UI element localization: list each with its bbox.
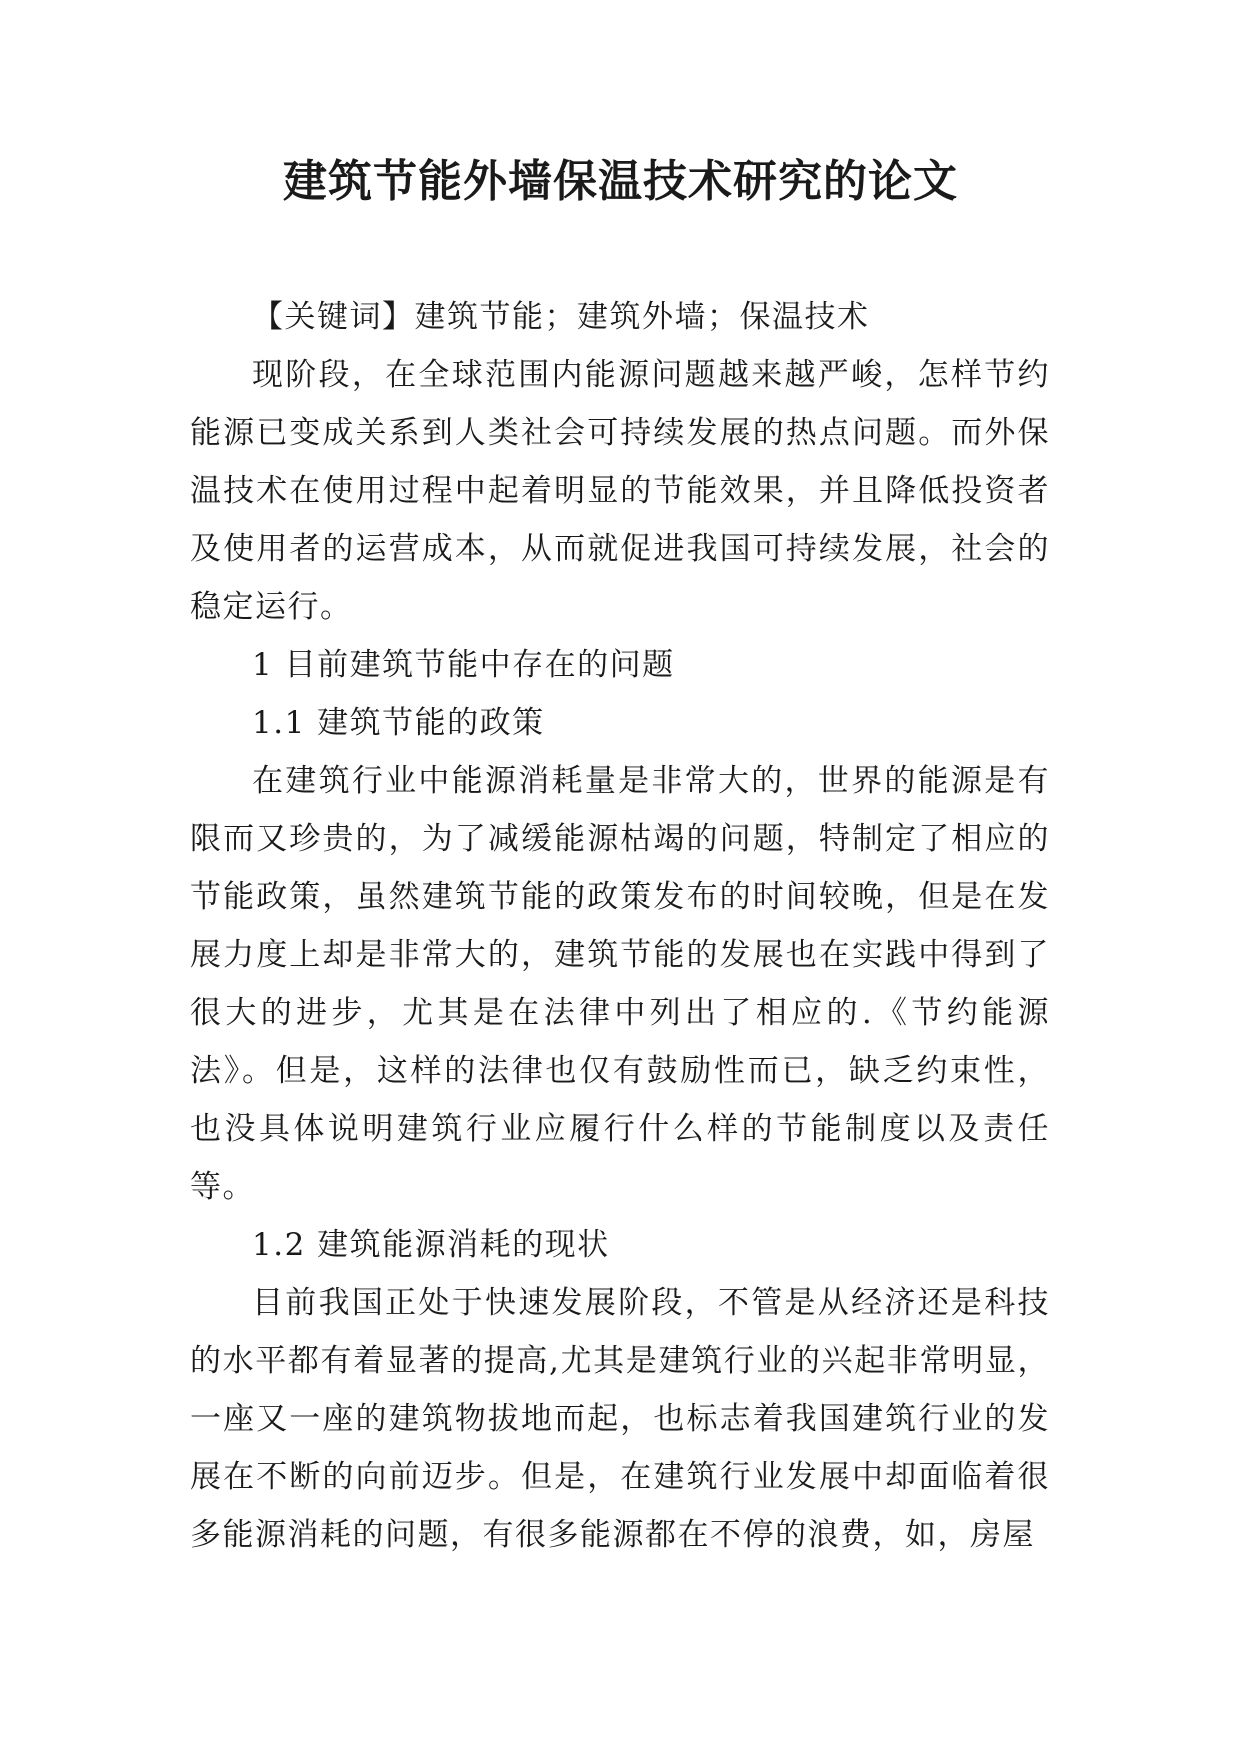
section-1-1-paragraph: 在建筑行业中能源消耗量是非常大的，世界的能源是有限而又珍贵的，为了减缓能源枯竭的问题，特制定了相应的节能政策，虽然建筑节能的政策发布的时间较晚，但是在发展力度上却是非常大的，建筑节能的发展也在实践中得到了很大的进步，尤其是在法律中列出了相应的.《节约能源法》。但是，这样的法律也仅有鼓励性而已，缺乏约束性，也没具体说明建筑行业应履行什么样的节能制度以及责任等。: [190, 763, 1050, 1205]
section-1-2-heading: 1.2 建筑能源消耗的现状: [252, 1227, 610, 1263]
keywords-line: 【关键词】建筑节能；建筑外墙；保温技术: [252, 299, 870, 335]
section-1-2-paragraph: 目前我国正处于快速发展阶段，不管是从经济还是科技的水平都有着显著的提高,尤其是建筑行业的兴起非常明显，一座又一座的建筑物拔地而起，也标志着我国建筑行业的发展在不断的向前迈步。但是，在建筑行业发展中却面临着很多能源消耗的问题，有很多能源都在不停的浪费，如，房屋: [190, 1285, 1050, 1553]
document-title: 建筑节能外墙保温技术研究的论文: [283, 156, 958, 207]
intro-paragraph: 现阶段，在全球范围内能源问题越来越严峻，怎样节约能源已变成关系到人类社会可持续发展的热点问题。而外保温技术在使用过程中起着明显的节能效果，并且降低投资者及使用者的运营成本，从而就促进我国可持续发展，社会的稳定运行。: [190, 357, 1050, 625]
section-1-heading: 1 目前建筑节能中存在的问题: [252, 647, 675, 683]
section-1-1-heading: 1.1 建筑节能的政策: [252, 705, 545, 741]
document-body: [190, 288, 1050, 1564]
